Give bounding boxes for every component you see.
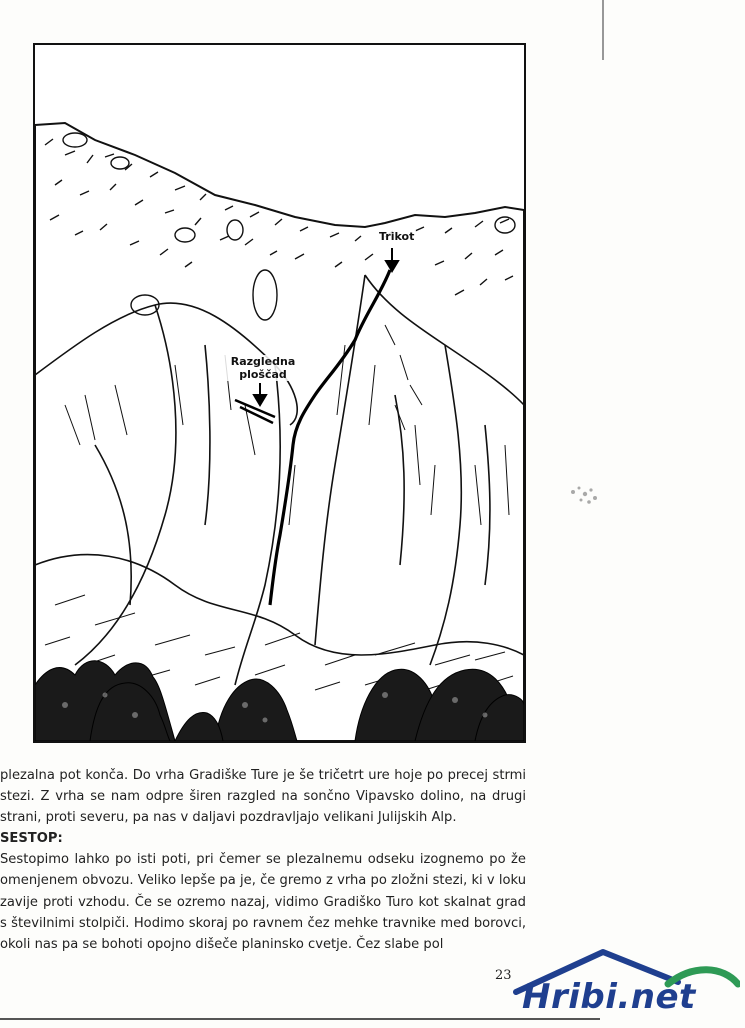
razgledna-label-line1: Razgledna [230, 355, 296, 368]
page-bottom-line [0, 1018, 600, 1020]
hribi-logo [508, 944, 740, 1024]
body-text [0, 765, 526, 955]
paragraph-1: plezalna pot konča. Do vrha Gradiške Ture je še tričetrt ure hoje po precej strmi stezi. Z vrha se nam odpre širen razgled na sončno Vipavsko dolino, na drugi strani, proti severu, pa nas v daljavi pozdravljajo velikani Julijskih Alp. [0, 768, 526, 826]
page-number: 23 [495, 968, 512, 983]
section-heading: SESTOP: [0, 831, 63, 847]
razgledna-label-line2: ploščad [239, 368, 287, 381]
page-edge-mark [598, 0, 608, 60]
mountain-drawing [35, 45, 524, 741]
ink-smudge [565, 480, 605, 510]
paragraph-2: Sestopimo lahko po isti poti, pri čemer se plezalnemu odseku izognemo po že omenjenem obvozu. Veliko lepše pa je, če gremo z vrha po zložni stezi, ki v loku zavije proti vzhodu. Če se ozremo nazaj, vidimo Gradiško Turo kot skalnat grad s številnimi stolpiči. Hodimo skoraj po ravnem čez mehke travnike med borovci, okoli nas pa se bohoti opojno dišeče planinsko cvetje. Čez slabe pol [0, 852, 526, 952]
razgledna-label [221, 355, 305, 381]
mountain-illustration [33, 43, 526, 743]
logo-text: Hribi.net [522, 977, 696, 1017]
trikot-label: Trikot [379, 230, 415, 243]
